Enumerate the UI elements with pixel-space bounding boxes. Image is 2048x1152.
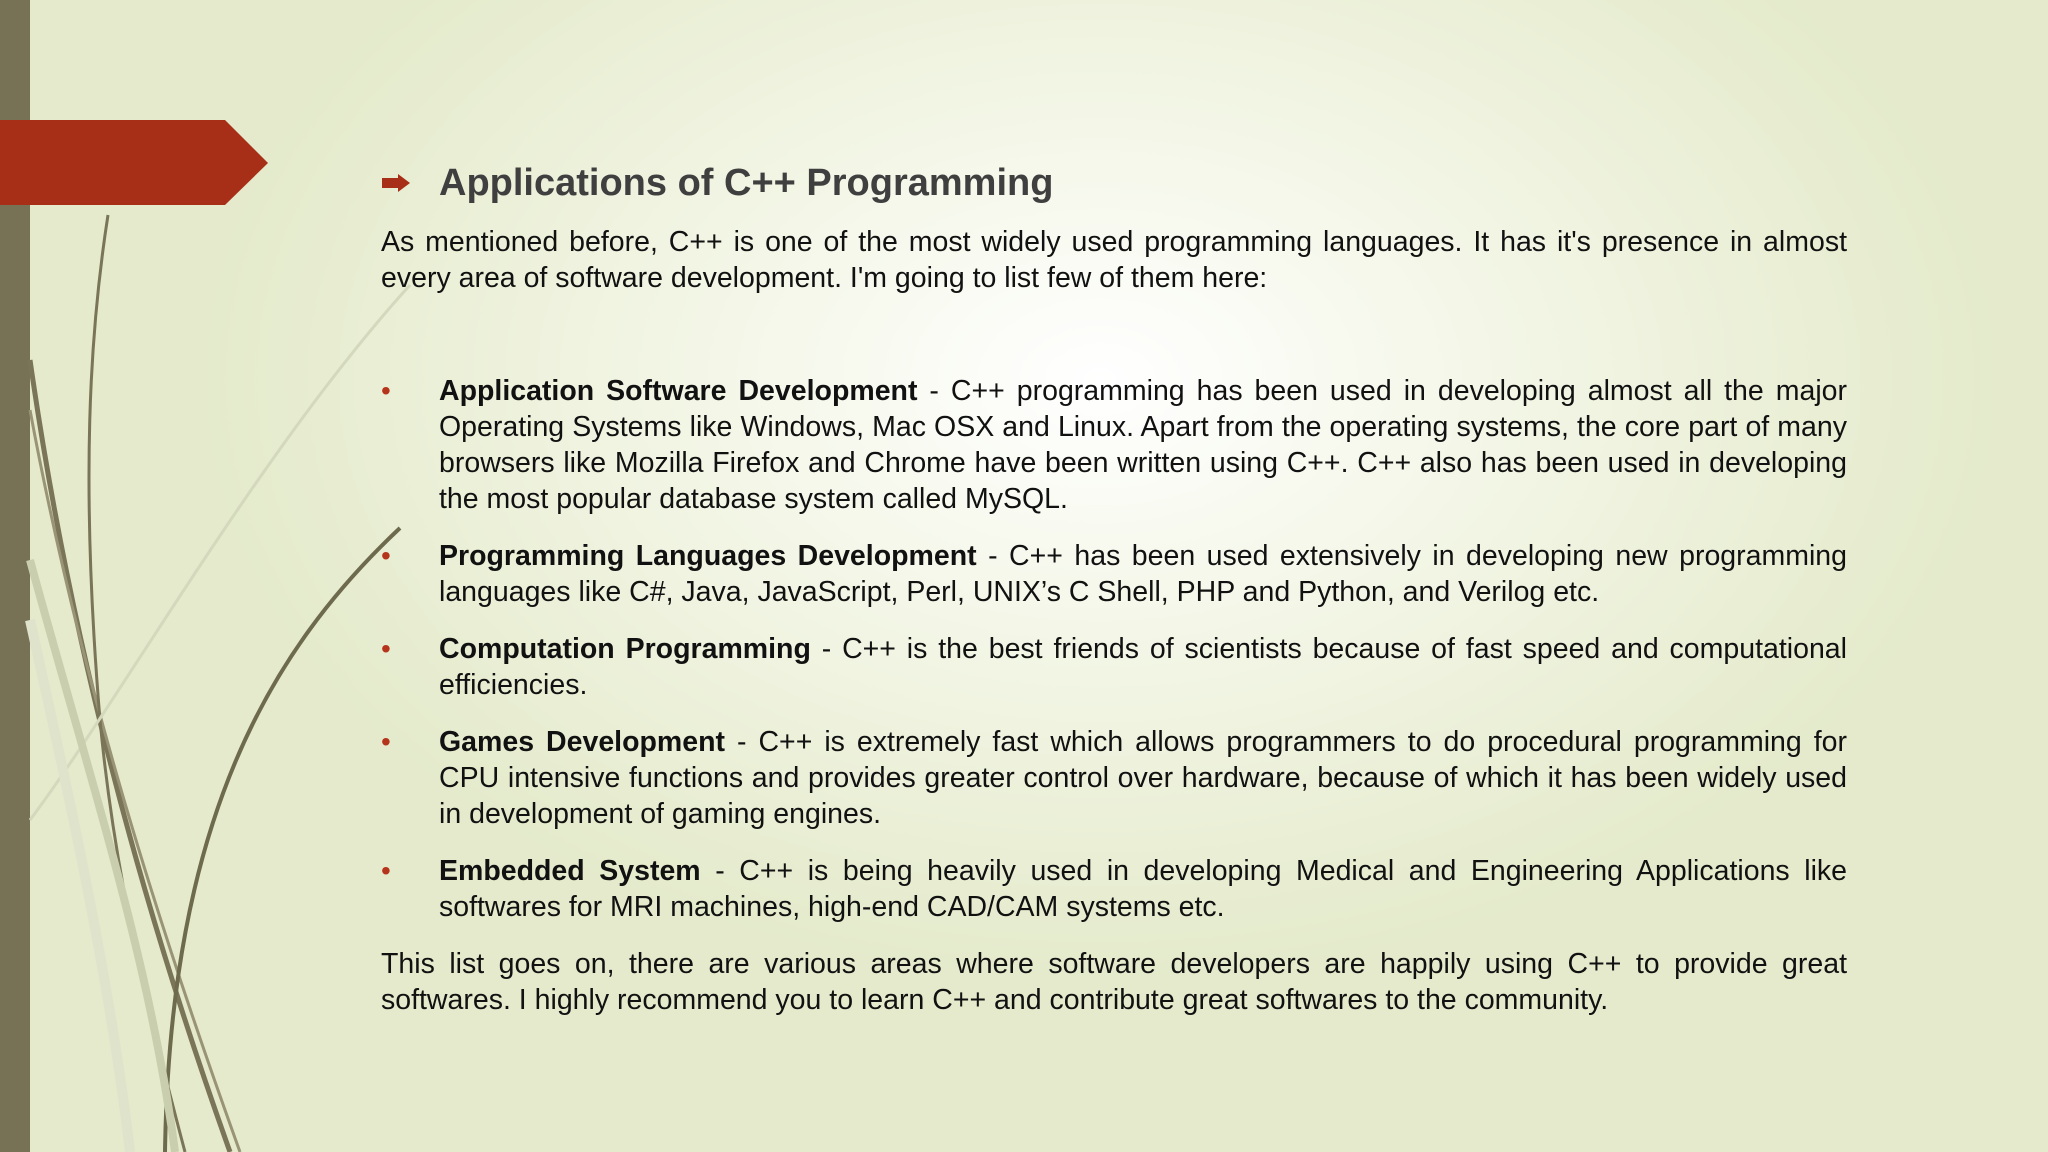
item-description: - C++ programming has been used in developing almost all the major Operating Systems like Windows, Mac OSX and Linux. Apart from the operating systems, the core part of many browsers like Mozilla Firefox and Chrome have been written using C++. C++ also has been used in developing the most popular database system called MySQL. — [439, 375, 1847, 515]
bullet-icon: • — [381, 726, 391, 757]
bullet-icon: • — [381, 540, 391, 571]
list-item — [381, 853, 1847, 925]
item-description: - C++ is being heavily used in developing Medical and Engineering Applications like softwares for MRI machines, high-end CAD/CAM systems etc. — [439, 855, 1847, 923]
list-item — [381, 373, 1847, 517]
accent-banner — [0, 120, 268, 205]
item-term: Embedded System — [439, 855, 701, 887]
item-term: Programming Languages Development — [439, 540, 977, 572]
item-term: Games Development — [439, 726, 726, 758]
item-description: - C++ has been used extensively in developing new programming languages like C#, Java, JavaScript, Perl, UNIX’s C Shell, PHP and Python, and Verilog etc. — [439, 540, 1847, 608]
sweep-curve — [30, 560, 175, 1152]
intro-paragraph: As mentioned before, C++ is one of the most widely used programming languages. It has it's presence in almost every area of software development. I'm going to list few of them here: — [381, 226, 1847, 294]
list-item — [381, 631, 1847, 703]
item-term: Computation Programming — [439, 633, 811, 665]
applications-list — [381, 373, 1847, 925]
item-description: - C++ is extremely fast which allows programmers to do procedural programming for CPU intensive functions and provides greater control over hardware, because of which it has been widely used in development of gaming engines. — [439, 726, 1847, 830]
bullet-icon: • — [381, 633, 391, 664]
bullet-icon: • — [381, 375, 391, 406]
item-description: - C++ is the best friends of scientists because of fast speed and computational efficiencies. — [439, 633, 1847, 701]
list-item — [381, 724, 1847, 832]
title-row — [381, 156, 1847, 210]
slide-title: Applications of C++ Programming — [439, 161, 1054, 204]
sweep-curve — [30, 285, 410, 820]
sweep-curve — [89, 215, 185, 1152]
sweep-curve — [30, 620, 130, 1152]
item-term: Application Software Development — [439, 375, 918, 407]
slide-content — [381, 156, 1847, 1018]
list-item — [381, 538, 1847, 610]
bullet-icon: • — [381, 855, 391, 886]
closing-paragraph: This list goes on, there are various areas where software developers are happily using C++ to provide great softwares. I highly recommend you to learn C++ and contribute great softwares to the community. — [381, 948, 1847, 1016]
right-arrow-icon — [381, 174, 439, 192]
